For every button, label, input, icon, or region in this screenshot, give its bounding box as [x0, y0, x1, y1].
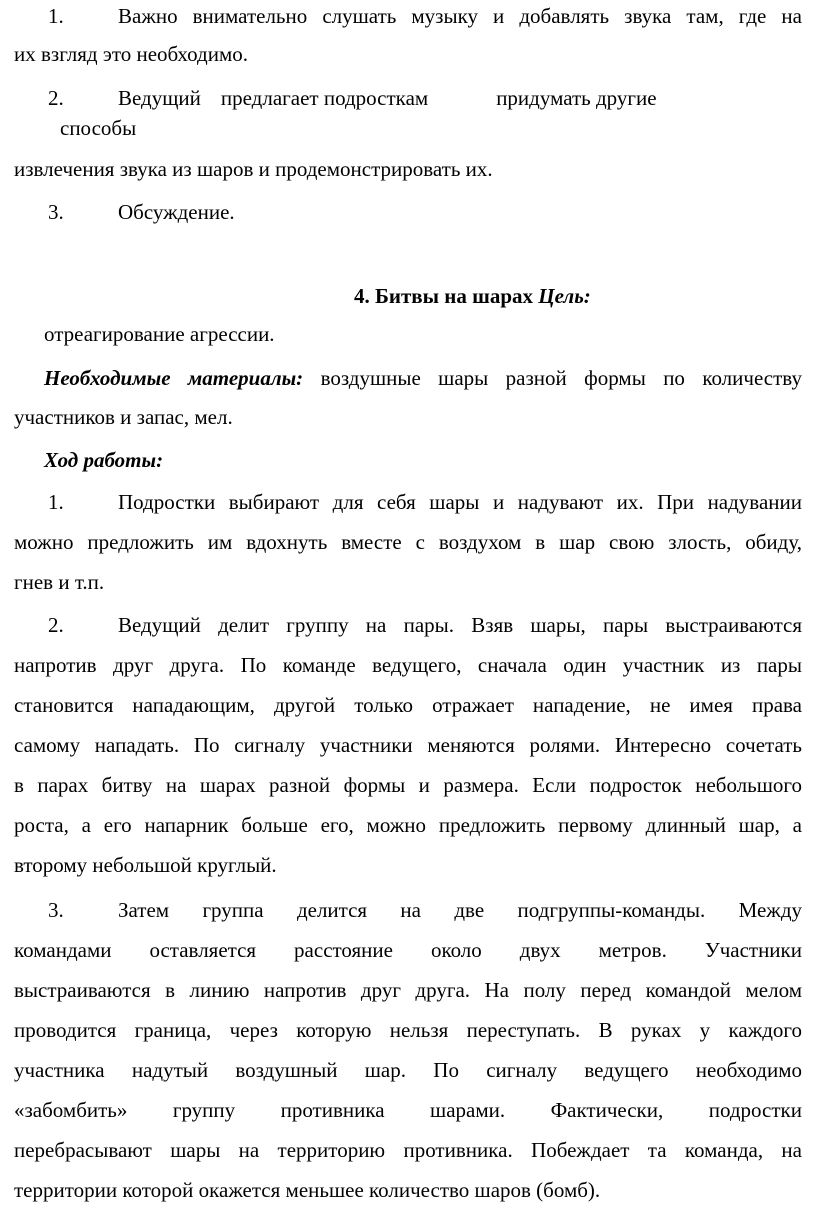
step-3-line-5: участника надутый воздушный шар. По сигналу ведущего необходимо [14, 1058, 802, 1082]
procedure-label-text: Ход работы: [44, 448, 164, 472]
item-text: придумать другие [496, 86, 657, 110]
step-text: Затем группа делится на две подгруппы-команды. Между [118, 898, 802, 922]
step-2-line-7: второму небольшой круглый. [14, 853, 277, 877]
step-text: Подростки выбирают для себя шары и надувают их. При надувании [118, 490, 802, 514]
item-text: предлагает подросткам [220, 86, 429, 110]
step-3-line-6: «забомбить» группу противника шарами. Фактически, подростки [14, 1098, 802, 1122]
section-title: 4. Битвы на шарах [354, 284, 534, 308]
step-3-line-3: выстраиваются в линию напротив друг друга. На полу перед командой мелом [14, 978, 802, 1002]
item-2-line-3: извлечения звука из шаров и продемонстрировать их. [14, 157, 493, 181]
step-2-line-5: в парах битву на шарах разной формы и размера. Если подросток небольшого [14, 773, 802, 797]
step-3-line-7: перебрасывают шары на территорию противника. Побеждает та команда, на [14, 1138, 802, 1162]
item-3-line [14, 200, 802, 224]
item-1-line-2: их взгляд это необходимо. [14, 42, 248, 66]
item-number: 1. [48, 4, 64, 28]
step-3-line-2: командами оставляется расстояние около двух метров. Участники [14, 938, 802, 962]
materials-line-1 [44, 366, 802, 390]
item-number: 2. [48, 86, 64, 110]
materials-text: воздушные шары разной формы по количеству [320, 366, 802, 390]
step-1-line-1 [14, 490, 802, 514]
step-2-line-3: становится нападающим, другой только отражает нападение, не имея права [14, 693, 802, 717]
step-number: 1. [48, 490, 64, 514]
step-3-line-4: проводится граница, через которую нельзя переступать. В руках у каждого [14, 1018, 802, 1042]
item-2-line-1 [14, 86, 802, 110]
item-1-line-1 [14, 4, 802, 28]
item-text: Ведущий [118, 86, 201, 110]
item-text: Обсуждение. [118, 200, 235, 224]
materials-label: Необходимые материалы: [44, 366, 304, 390]
step-2-line-4: самому нападать. По сигналу участники меняются ролями. Интересно сочетать [14, 733, 802, 757]
step-text: Ведущий делит группу на пары. Взяв шары, пары выстраиваются [118, 613, 802, 637]
step-2-line-1 [14, 613, 802, 637]
section-heading [354, 284, 802, 308]
item-number: 3. [48, 200, 64, 224]
step-2-line-6: роста, а его напарник больше его, можно предложить первому длинный шар, а [14, 813, 802, 837]
procedure-label [44, 448, 802, 472]
goal-label: Цель: [538, 284, 591, 308]
step-2-line-2: напротив друг друга. По команде ведущего, сначала один участник из пары [14, 653, 802, 677]
materials-line-2: участников и запас, мел. [14, 405, 233, 429]
step-number: 3. [48, 898, 64, 922]
item-2-line-2: способы [60, 116, 137, 140]
step-3-line-1 [14, 898, 802, 922]
step-1-line-2: можно предложить им вдохнуть вместе с воздухом в шар свою злость, обиду, [14, 530, 802, 554]
step-3-line-8: территории которой окажется меньшее количество шаров (бомб). [14, 1178, 601, 1202]
goal-text: отреагирование агрессии. [44, 322, 275, 346]
item-text: Важно внимательно слушать музыку и добавлять звука там, где на [118, 4, 802, 28]
step-number: 2. [48, 613, 64, 637]
step-1-line-3: гнев и т.п. [14, 570, 105, 594]
